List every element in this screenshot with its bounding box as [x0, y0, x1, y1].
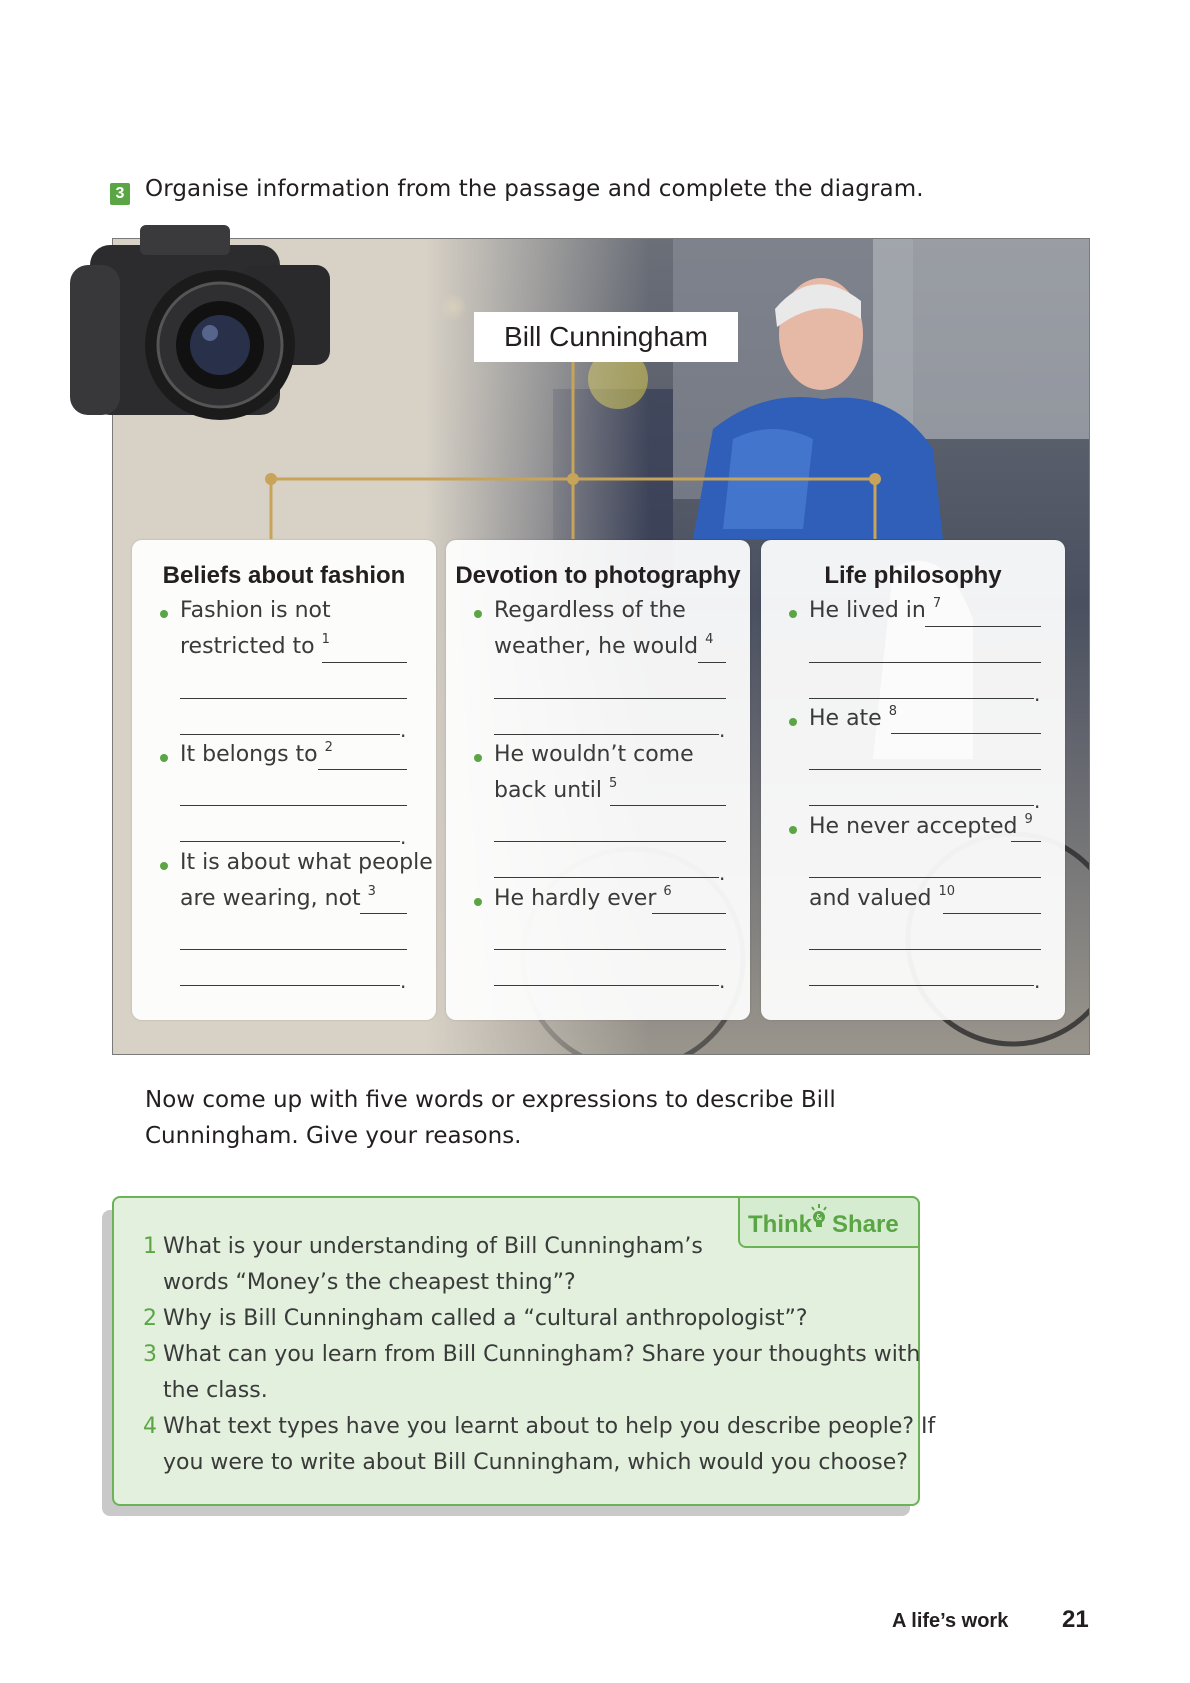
- bullet-icon: [474, 898, 482, 906]
- answer-blank[interactable]: [180, 805, 407, 806]
- blank-number: 2: [324, 740, 333, 755]
- answer-blank[interactable]: [1011, 841, 1041, 842]
- column-life-philosophy: [761, 540, 1065, 1020]
- answer-blank[interactable]: [610, 805, 726, 806]
- question-text: the class.: [163, 1378, 268, 1403]
- chapter-title: A life’s work: [892, 1610, 1009, 1632]
- bullet-icon: [474, 754, 482, 762]
- column-heading: Devotion to photography: [455, 562, 741, 589]
- bullet-icon: [160, 610, 168, 618]
- answer-blank[interactable]: [809, 985, 1034, 986]
- blank-number: 6: [663, 884, 672, 899]
- item-text: [180, 634, 330, 659]
- item-text-part: are wearing, not: [180, 886, 361, 911]
- question-text: What can you learn from Bill Cunningham? Share your thoughts with: [163, 1342, 921, 1367]
- item-text: [809, 886, 955, 911]
- blank-number: 4: [705, 632, 714, 647]
- column-devotion-to-photography: [446, 540, 750, 1020]
- item-text: It is about what people: [180, 850, 433, 875]
- item-text: [494, 634, 713, 659]
- task-number-badge: 3: [110, 183, 130, 205]
- item-text-part: restricted to: [180, 634, 315, 659]
- answer-blank[interactable]: [180, 698, 407, 699]
- bullet-icon: [160, 862, 168, 870]
- item-text: He wouldn’t come: [494, 742, 694, 767]
- follow-up-instruction: Now come up with five words or expressions to describe Bill Cunningham. Give your reasons.: [145, 1087, 836, 1149]
- item-text: [180, 886, 376, 911]
- answer-blank[interactable]: [809, 805, 1034, 806]
- bullet-icon: [789, 718, 797, 726]
- item-text: [809, 598, 941, 623]
- answer-blank[interactable]: [180, 985, 400, 986]
- question-text: What is your understanding of Bill Cunningham’s: [163, 1234, 703, 1259]
- answer-blank[interactable]: [809, 769, 1041, 770]
- answer-blank[interactable]: [494, 949, 726, 950]
- question-text: Why is Bill Cunningham called a “cultural anthropologist”?: [163, 1306, 808, 1331]
- answer-blank[interactable]: [809, 662, 1041, 663]
- item-text-part: and valued: [809, 886, 932, 911]
- item-text-part: weather, he would: [494, 634, 699, 659]
- item-text: Regardless of the: [494, 598, 686, 623]
- period: .: [400, 969, 407, 993]
- answer-blank[interactable]: [494, 877, 719, 878]
- column-beliefs-about-fashion: [132, 540, 436, 1020]
- column-heading: Life philosophy: [824, 562, 1002, 589]
- answer-blank[interactable]: [698, 662, 726, 663]
- question-number: 2: [143, 1306, 157, 1331]
- item-text: [809, 814, 1033, 839]
- answer-blank[interactable]: [652, 913, 726, 914]
- lightbulb-icon: [810, 1204, 828, 1234]
- task-instruction: Organise information from the passage and complete the diagram.: [145, 176, 924, 202]
- item-text: [494, 778, 617, 803]
- answer-blank[interactable]: [943, 913, 1041, 914]
- diagram-title: Bill Cunningham: [474, 312, 738, 362]
- item-text: [180, 742, 333, 767]
- period: .: [719, 861, 726, 885]
- answer-blank[interactable]: [891, 733, 1041, 734]
- blank-number: 8: [888, 704, 897, 719]
- question-text: words “Money’s the cheapest thing”?: [163, 1270, 576, 1295]
- item-text-part: He hardly ever: [494, 886, 657, 911]
- question-number: 1: [143, 1234, 157, 1259]
- question-number: 4: [143, 1414, 157, 1439]
- item-text-part: He never accepted: [809, 814, 1018, 839]
- answer-blank[interactable]: [494, 841, 726, 842]
- period: .: [400, 718, 407, 742]
- answer-blank[interactable]: [180, 841, 400, 842]
- question-number: 3: [143, 1342, 157, 1367]
- camera-icon: [70, 215, 330, 439]
- blank-number: 5: [609, 776, 618, 791]
- bullet-icon: [474, 610, 482, 618]
- period: .: [400, 825, 407, 849]
- svg-text:&: &: [815, 1213, 823, 1222]
- item-text: [809, 706, 897, 731]
- blank-number: 10: [938, 884, 955, 899]
- item-text-part: back until: [494, 778, 603, 803]
- period: .: [1034, 682, 1041, 706]
- item-text-part: He ate: [809, 706, 882, 731]
- period: .: [719, 969, 726, 993]
- think-label: Think: [748, 1211, 812, 1238]
- blank-number: 3: [367, 884, 376, 899]
- period: .: [1034, 969, 1041, 993]
- item-text-part: He lived in: [809, 598, 926, 623]
- bullet-icon: [160, 754, 168, 762]
- blank-number: 7: [932, 596, 942, 611]
- question-text: you were to write about Bill Cunningham, which would you choose?: [163, 1450, 908, 1475]
- answer-blank[interactable]: [809, 877, 1041, 878]
- period: .: [1034, 789, 1041, 813]
- item-text: [494, 886, 672, 911]
- period: .: [719, 718, 726, 742]
- answer-blank[interactable]: [322, 662, 407, 663]
- bullet-icon: [789, 610, 797, 618]
- answer-blank[interactable]: [360, 913, 407, 914]
- answer-blank[interactable]: [180, 949, 407, 950]
- answer-blank[interactable]: [494, 985, 719, 986]
- answer-blank[interactable]: [925, 626, 1041, 627]
- item-text-part: It belongs to: [180, 742, 318, 767]
- blank-number: 9: [1024, 812, 1033, 827]
- answer-blank[interactable]: [494, 734, 719, 735]
- bullet-icon: [789, 826, 797, 834]
- blank-number: 1: [321, 632, 330, 647]
- answer-blank[interactable]: [494, 698, 726, 699]
- answer-blank[interactable]: [180, 734, 400, 735]
- share-label: Share: [832, 1211, 899, 1238]
- page-number: 21: [1062, 1606, 1089, 1633]
- column-heading: Beliefs about fashion: [162, 562, 406, 589]
- item-text: Fashion is not: [180, 598, 331, 623]
- answer-blank[interactable]: [809, 698, 1034, 699]
- answer-blank[interactable]: [318, 769, 407, 770]
- answer-blank[interactable]: [809, 949, 1041, 950]
- question-text: What text types have you learnt about to help you describe people? If: [163, 1414, 936, 1439]
